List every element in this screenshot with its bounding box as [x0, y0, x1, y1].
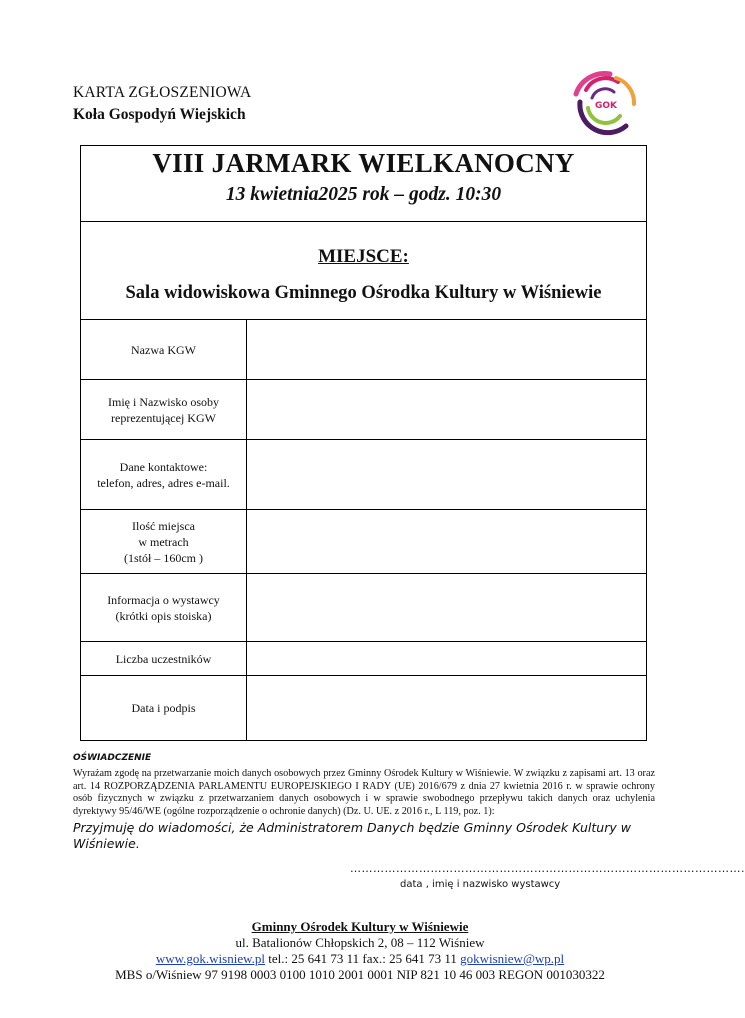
- footer-org-name: Gminny Ośrodek Kultury w Wiśniewie: [251, 919, 469, 934]
- row-label: Informacja o wystawcy (krótki opis stoiska): [81, 574, 247, 641]
- kgw-name-field[interactable]: [247, 320, 646, 379]
- form-row-contact: [81, 440, 646, 510]
- form-row-space: [81, 510, 646, 574]
- row-label: Ilość miejsca w metrach (1stół – 160cm ): [81, 510, 247, 573]
- representative-field[interactable]: [247, 380, 646, 439]
- event-place-section: [81, 222, 646, 320]
- row-label: Dane kontaktowe: telefon, adres, adres e-mail.: [81, 440, 247, 509]
- signature-line: ………………………………………………………………………………………….: [350, 862, 745, 875]
- declaration-heading: OŚWIADCZENIE: [73, 753, 152, 763]
- exhibitor-info-field[interactable]: [247, 574, 646, 641]
- event-title: VIII JARMARK WIELKANOCNY: [152, 148, 575, 178]
- signature-label: data , imię i nazwisko wystawcy: [400, 879, 561, 890]
- space-field[interactable]: [247, 510, 646, 573]
- event-title-section: [81, 146, 646, 222]
- footer-contact-line: [0, 951, 720, 967]
- gok-logo: [566, 64, 642, 144]
- event-date: 13 kwietnia2025 rok – godz. 10:30: [225, 184, 502, 205]
- row-label: Nazwa KGW: [81, 320, 247, 379]
- row-label: Imię i Nazwisko osoby reprezentującej KGW: [81, 380, 247, 439]
- form-header-title: KARTA ZGŁOSZENIOWA: [73, 84, 252, 101]
- website-link[interactable]: www.gok.wisniew.pl: [155, 951, 265, 966]
- contact-field[interactable]: [247, 440, 646, 509]
- form-header-subtitle: Koła Gospodyń Wiejskich: [73, 106, 246, 123]
- logo-text: GOK: [594, 101, 618, 111]
- form-row-participants: [81, 642, 646, 676]
- row-label: Data i podpis: [81, 676, 247, 740]
- place-name: Sala widowiskowa Gminnego Ośrodka Kultury w Wiśniewie: [125, 283, 602, 303]
- participants-field[interactable]: [247, 642, 646, 675]
- form-row-date-signature: [81, 676, 646, 740]
- place-label: MIEJSCE:: [318, 246, 409, 267]
- registration-form: [80, 145, 647, 741]
- footer-phones: tel.: 25 641 73 11 fax.: 25 641 73 11: [265, 951, 461, 966]
- row-label: Liczba uczestników: [81, 642, 247, 675]
- form-row-representative: [81, 380, 646, 440]
- footer: [0, 919, 720, 983]
- footer-address: ul. Batalionów Chłopskich 2, 08 – 112 Wiśniew: [235, 935, 485, 950]
- form-row-exhibitor-info: [81, 574, 646, 642]
- email-link[interactable]: gokwisniew@wp.pl: [460, 951, 565, 966]
- declaration-text: Wyrażam zgodę na przetwarzanie moich danych osobowych przez Gminny Ośrodek Kultury w Wiśniewie. W związku z zapisami art. 13 oraz art. 14 ROZPORZĄDZENIA PARLAMENTU EUROPEJSKIEGO I RADY (UE) 2016/679 z dnia 27 kwietnia 2016 r. w sprawie ochrony osób fizycznych w związku z przetwarzaniem danych osobowych i w sprawie swobodnego przepływu takich danych oraz uchylenia dyrektywy 95/46/WE (ogólne rozporządzenie o ochronie danych) (Dz. U. UE. z 2016 r., L 119, poz. 1):: [73, 768, 655, 817]
- declaration-acceptance: Przyjmuję do wiadomości, że Administratorem Danych będzie Gminny Ośrodek Kultury w Wiśniewie.: [73, 820, 631, 851]
- date-signature-field[interactable]: [247, 676, 646, 740]
- footer-bank-details: MBS o/Wiśniew 97 9198 0003 0100 1010 2001 0001 NIP 821 10 46 003 REGON 001030322: [115, 967, 605, 982]
- form-row-kgw-name: [81, 320, 646, 380]
